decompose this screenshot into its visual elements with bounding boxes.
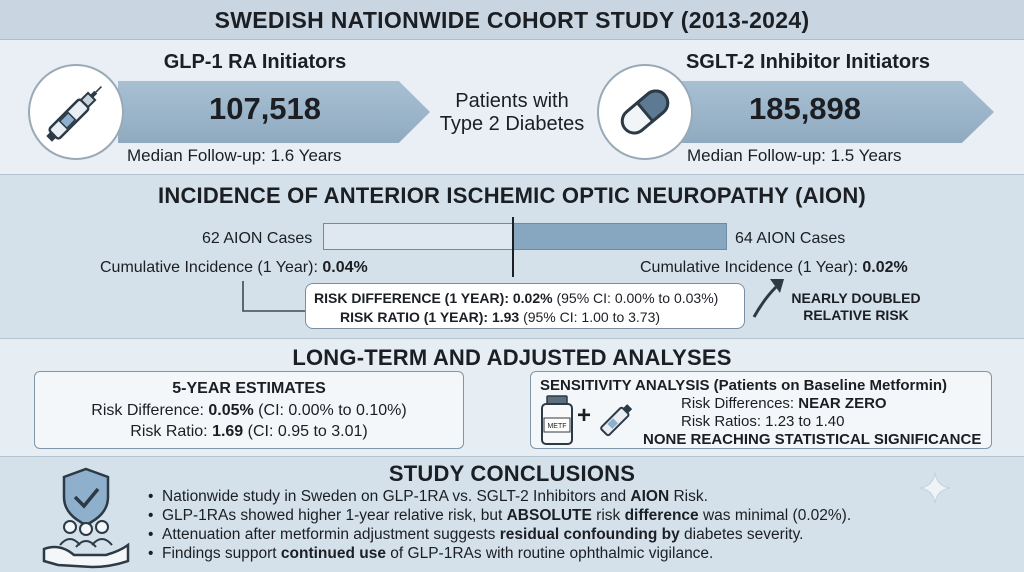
- five-year-rd-value: 0.05%: [208, 402, 254, 419]
- glp1-incidence-value: 0.04%: [322, 259, 368, 276]
- sglt2-title: SGLT-2 Inhibitor Initiators: [685, 51, 931, 73]
- connector-line: [240, 279, 310, 319]
- five-year-rr-label: Risk Ratio:: [130, 423, 213, 440]
- sensitivity-rd-label: Risk Differences:: [681, 395, 799, 412]
- shield-check-people-hand-icon: [40, 465, 132, 569]
- five-year-rd-label: Risk Difference:: [91, 402, 209, 419]
- c4-text-c: of GLP-1RAs with routine ophthalmic vigilance.: [385, 545, 714, 562]
- population-label: [432, 90, 592, 136]
- trend-up-arrow-icon: [748, 273, 788, 323]
- long-term-section: [0, 338, 1024, 456]
- title-band: [0, 0, 1024, 40]
- sglt2-incidence-bar: [513, 223, 727, 250]
- sensitivity-note: NONE REACHING STATISTICAL SIGNIFICANCE: [643, 431, 982, 448]
- callout-line-1: NEARLY DOUBLED: [791, 290, 921, 306]
- pen-icon: [595, 396, 641, 442]
- c2-text-e: was minimal (0.02%).: [698, 507, 852, 524]
- glp1-title: GLP-1 RA Initiators: [163, 51, 347, 73]
- long-term-title: LONG-TERM AND ADJUSTED ANALYSES: [292, 345, 732, 370]
- sglt2-aion-cases: 64 AION Cases: [735, 230, 846, 247]
- plus-sign: +: [577, 402, 592, 429]
- sglt2-incidence-value: 0.02%: [862, 259, 908, 276]
- c3-text-a: Attenuation after metformin adjustment suggests: [162, 526, 500, 543]
- conclusions-list: [146, 487, 986, 563]
- risk-box: [305, 283, 745, 329]
- conclusion-item-4: [146, 544, 986, 563]
- sensitivity-title: SENSITIVITY ANALYSIS (Patients on Baseline Metformin): [540, 377, 948, 394]
- five-year-rd-ci: (CI: 0.00% to 0.10%): [253, 402, 407, 419]
- c1-text-c: Risk.: [669, 488, 708, 505]
- five-year-rr-ci: (CI: 0.95 to 3.01): [243, 423, 368, 440]
- c1-text-b: AION: [630, 488, 670, 505]
- conclusion-item-1: [146, 487, 986, 506]
- five-year-rr: [35, 423, 463, 441]
- bottle-label: METF: [547, 423, 567, 430]
- c2-text-c: risk: [591, 507, 625, 524]
- conclusions-section: [0, 456, 1024, 572]
- c4-text-b: continued use: [280, 545, 386, 562]
- page-title: SWEDISH NATIONWIDE COHORT STUDY (2013-2024): [214, 7, 810, 33]
- sglt2-count: 185,898: [748, 91, 862, 126]
- relative-risk-callout: [786, 290, 926, 324]
- sensitivity-panel: [530, 371, 992, 449]
- c2-text-a: GLP-1RAs showed higher 1-year relative risk, but: [162, 507, 507, 524]
- risk-diff-label: RISK DIFFERENCE (1 YEAR):: [314, 290, 513, 306]
- metformin-bottle-icon: [537, 394, 577, 446]
- glp1-count: 107,518: [208, 91, 322, 126]
- aion-title: INCIDENCE OF ANTERIOR ISCHEMIC OPTIC NEUROPATHY (AION): [158, 183, 866, 208]
- center-divider: [512, 217, 514, 277]
- population-line-1: Patients with: [455, 90, 569, 112]
- injection-pen-icon: [30, 66, 122, 158]
- five-year-rd: [35, 402, 463, 420]
- conclusion-item-2: [146, 506, 986, 525]
- risk-ratio-label: RISK RATIO (1 YEAR):: [340, 309, 492, 325]
- cohorts-section: [0, 40, 1024, 174]
- conclusion-item-3: [146, 525, 986, 544]
- c3-text-b: residual confounding by: [499, 526, 680, 543]
- pill-capsule-icon: [599, 66, 691, 158]
- sparkle-icon: [918, 471, 952, 505]
- sensitivity-rd-value: NEAR ZERO: [798, 395, 887, 412]
- glp1-icon-circle: [28, 64, 124, 160]
- glp1-incidence-label: Cumulative Incidence (1 Year):: [100, 259, 323, 276]
- c3-text-c: diabetes severity.: [679, 526, 804, 543]
- sensitivity-rr: Risk Ratios: 1.23 to 1.40: [681, 413, 845, 430]
- sglt2-followup: Median Follow-up: 1.5 Years: [687, 146, 902, 165]
- c2-text-b: ABSOLUTE: [506, 507, 592, 524]
- glp1-aion-cases: 62 AION Cases: [202, 230, 313, 247]
- aion-section: [0, 174, 1024, 338]
- sglt2-incidence-label: Cumulative Incidence (1 Year):: [640, 259, 863, 276]
- population-line-2: Type 2 Diabetes: [439, 113, 585, 135]
- risk-difference-line: [314, 290, 718, 306]
- glp1-followup: Median Follow-up: 1.6 Years: [127, 146, 342, 165]
- sglt2-icon-circle: [597, 64, 693, 160]
- glp1-incidence-bar: [323, 223, 513, 250]
- risk-ratio-line: [340, 309, 660, 325]
- risk-ratio-ci: (95% CI: 1.00 to 3.73): [519, 309, 661, 325]
- five-year-rr-value: 1.69: [212, 423, 244, 440]
- conclusions-title: STUDY CONCLUSIONS: [388, 461, 636, 486]
- callout-line-2: RELATIVE RISK: [803, 307, 909, 323]
- five-year-title: 5-YEAR ESTIMATES: [172, 380, 326, 397]
- glp1-cumulative-incidence: [100, 259, 368, 277]
- risk-diff-value: 0.02%: [512, 290, 553, 306]
- five-year-panel: [34, 371, 464, 449]
- c2-text-d: difference: [624, 507, 699, 524]
- sensitivity-rd: [681, 395, 887, 412]
- c4-text-a: Findings support: [162, 545, 281, 562]
- c1-text-a: Nationwide study in Sweden on GLP-1RA vs. SGLT-2 Inhibitors and: [162, 488, 631, 505]
- risk-ratio-value: 1.93: [491, 309, 520, 325]
- risk-diff-ci: (95% CI: 0.00% to 0.03%): [552, 290, 719, 306]
